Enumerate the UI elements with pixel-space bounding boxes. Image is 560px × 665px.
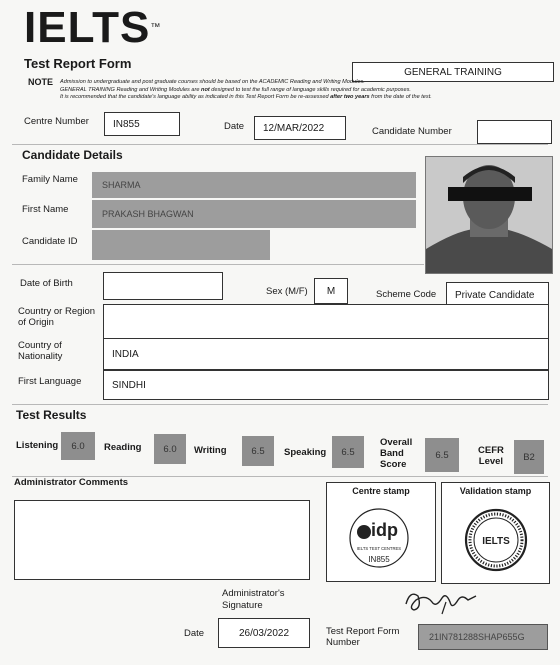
listening-label: Listening: [16, 440, 59, 451]
first-name-field: [92, 200, 416, 228]
reading-label: Reading: [104, 442, 142, 453]
scheme-code-label: Scheme Code: [376, 289, 437, 300]
speaking-score: 6.5: [332, 436, 364, 468]
svg-text:IELTS: IELTS: [482, 536, 510, 547]
sex-field: [314, 278, 348, 304]
overall-band-score: 6.5: [425, 438, 459, 472]
writing-label: Writing: [194, 445, 227, 456]
note-label: NOTE: [28, 77, 54, 87]
first-name-value: PRAKASH BHAGWAN: [102, 209, 194, 219]
cefr-level-value: B2: [514, 440, 544, 474]
form-title: Test Report Form: [24, 56, 132, 71]
dob-label: Date of Birth: [20, 278, 73, 289]
admin-comments-label: Administrator Comments: [14, 477, 129, 488]
first-language-label: First Language: [18, 376, 82, 387]
nationality-value: INDIA: [112, 348, 139, 360]
candidate-id-label: Candidate ID: [22, 236, 78, 247]
candidate-number-field: [477, 120, 552, 144]
ielts-validation-stamp-icon: [442, 496, 549, 578]
note-line-2: GENERAL TRAINING Reading and Writing Modules are not designed to test the full range of language skills required for academic purposes.: [60, 86, 411, 93]
family-name-label: Family Name: [22, 174, 78, 185]
family-name-value: SHARMA: [102, 180, 141, 190]
note-line-1: Admission to undergraduate and post graduate courses should be based on the ACADEMIC Reading and Writing Modules.: [60, 79, 365, 85]
svg-text:idp: idp: [371, 520, 398, 540]
ielts-logo: [24, 3, 162, 52]
test-results-heading: Test Results: [16, 408, 87, 422]
sex-label: Sex (M/F): [266, 286, 308, 297]
speaking-label: Speaking: [284, 447, 327, 458]
divider: [12, 264, 424, 265]
signature-scribble: [402, 586, 482, 616]
centre-stamp-box: [326, 482, 436, 582]
centre-stamp-label: Centre stamp: [352, 486, 410, 496]
candidate-number-label: Candidate Number: [372, 126, 452, 137]
origin-field: [103, 304, 549, 340]
svg-text:IELTS TEST CENTRES: IELTS TEST CENTRES: [356, 546, 402, 551]
scheme-code-value: Private Candidate: [455, 289, 535, 301]
centre-number-value: IN855: [113, 118, 140, 130]
note-line-3: It is recommended that the candidate's language ability as indicated in this Test Report Form be re-assessed after two years from the date of the test.: [60, 94, 432, 100]
first-language-field: [103, 370, 549, 400]
centre-number-label: Centre Number: [24, 116, 89, 127]
candidate-details-heading: Candidate Details: [22, 148, 123, 162]
test-date-label: Date: [224, 121, 245, 132]
issue-date-field: [218, 618, 310, 648]
trf-number-value: 21IN781288SHAP655G: [429, 632, 525, 642]
family-name-field: [92, 172, 416, 198]
candidate-photo: [425, 156, 553, 274]
first-name-label: First Name: [22, 204, 69, 215]
divider: [12, 404, 548, 405]
trademark-mark: ™: [150, 22, 162, 33]
validation-stamp-box: [441, 482, 550, 584]
centre-number-field: [104, 112, 180, 136]
test-date-value: 12/MAR/2022: [263, 122, 325, 134]
issue-date-label: Date: [184, 628, 205, 639]
first-language-value: SINDHI: [112, 379, 146, 391]
trf-number-label: Test Report Form Number: [326, 626, 400, 648]
listening-score: 6.0: [61, 432, 95, 460]
idp-stamp-icon: [327, 496, 435, 576]
dob-field: [103, 272, 223, 300]
admin-comments-box: [14, 500, 310, 580]
divider: [12, 144, 548, 145]
svg-text:IN855: IN855: [368, 555, 390, 564]
module-value: GENERAL TRAINING: [404, 66, 502, 78]
nationality-field: [103, 338, 549, 370]
origin-label: Country or Region of Origin: [18, 306, 96, 328]
admin-signature-label: Administrator's Signature: [222, 588, 285, 611]
nationality-label: Country of Nationality: [18, 340, 63, 362]
cefr-level-label: CEFR Level: [478, 445, 504, 467]
reading-score: 6.0: [154, 434, 186, 464]
writing-score: 6.5: [242, 436, 274, 466]
validation-stamp-label: Validation stamp: [459, 486, 532, 496]
sex-value: M: [326, 285, 336, 297]
photo-image: [426, 157, 552, 273]
test-date-field: [254, 116, 346, 140]
trf-number-field: [418, 624, 548, 650]
overall-band-label: Overall Band Score: [380, 437, 413, 470]
note-text: [60, 79, 540, 102]
candidate-id-field: [92, 230, 270, 260]
logo-text: IELTS: [24, 3, 151, 52]
issue-date-value: 26/03/2022: [238, 627, 290, 639]
